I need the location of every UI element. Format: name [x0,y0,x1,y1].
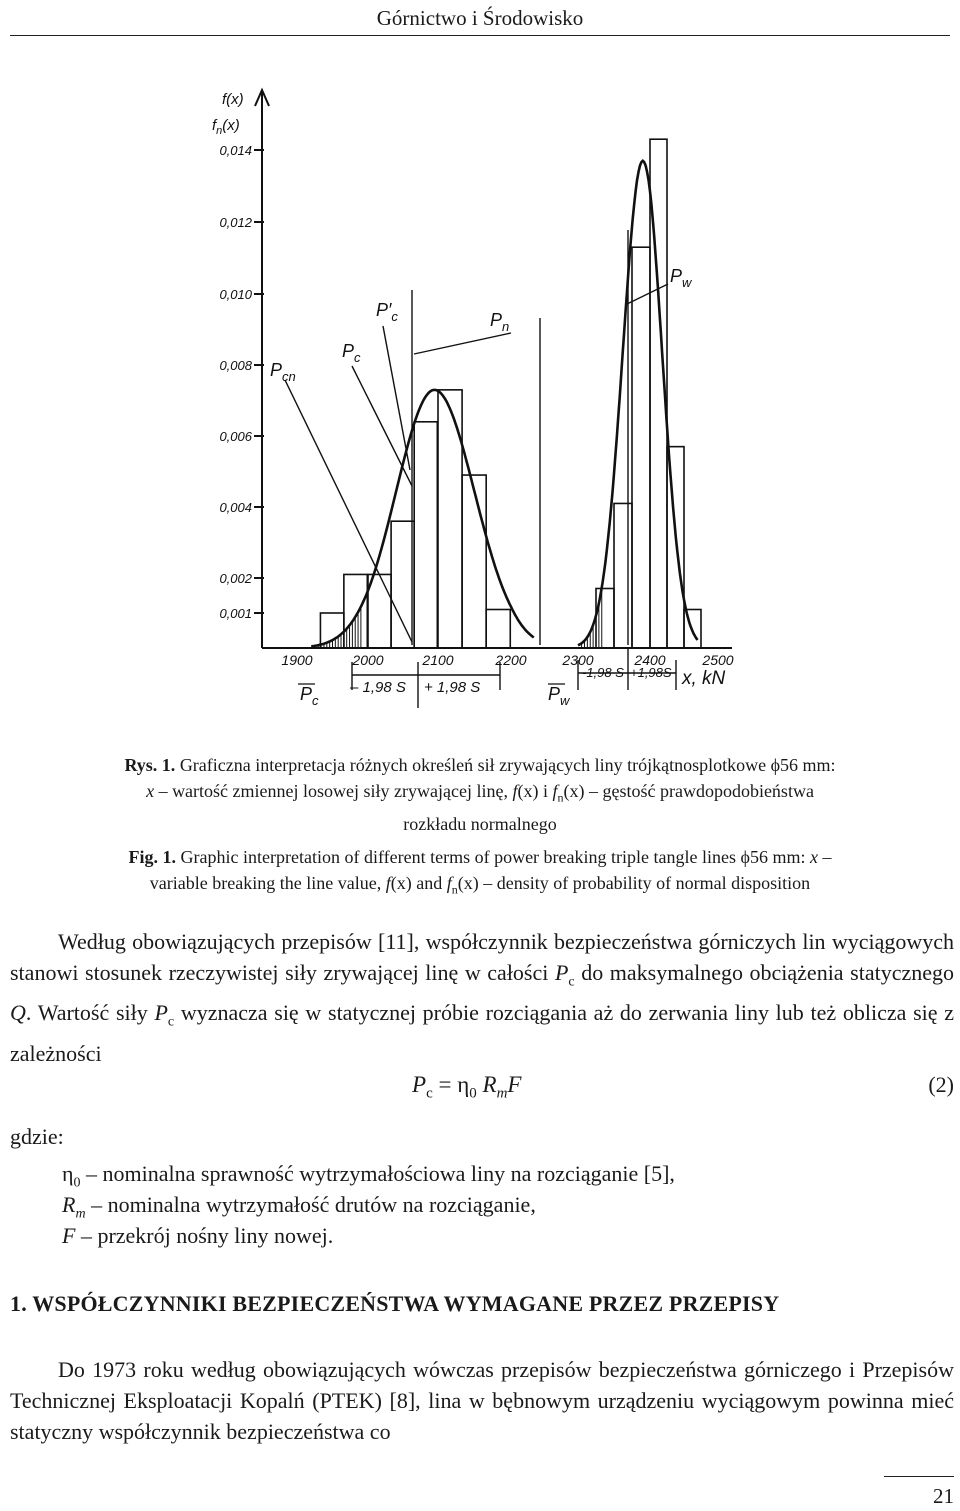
label-pc: $P_c$ [342,341,361,365]
leader-pw [627,284,668,304]
definition-rm: $R_m$ – nominalna wytrzymałość drutów na rozciąganie, [62,1192,536,1222]
caption-english-label: Fig. 1. [128,847,177,867]
figure-histogram [200,80,760,720]
axis-marker-pw: $P_w$ [548,684,570,708]
histogram-bar [614,503,632,648]
leader-pc-prime [383,326,410,470]
axis-marker-pc: $P_c$ [300,684,319,708]
x-tick-label: 2100 [422,652,454,668]
histogram-bar [391,521,414,648]
running-head: Górnictwo i Środowisko [376,6,584,30]
y-tick-label: 0,002 [219,571,252,586]
label-pn: $P_n$ [490,310,510,334]
label-pw: $P_w$ [670,266,692,290]
histogram-bar [414,422,437,648]
definitions-lead: gdzie: [10,1124,64,1149]
formula-2: $P_c = \eta_0$ $R_mF$ [412,1072,522,1102]
x-tick-label: 2500 [702,652,734,668]
paragraph-safety-factor: Według obowiązujących przepisów [11], współczynnik bezpieczeństwa górniczych lin wyciągowych stanowi stosunek rzeczywistej siły zrywającej linę w całości $P_c$ do maksymalnego obciążenia statycznego Q. Wartość siły $P_c$ wyznacza się w statycznej próbie rozciągania aż do zerwania liny lub też oblicza się z zależności [10,929,955,1066]
histogram-bar [632,247,650,648]
caption-polish-label: Rys. 1. [124,755,176,775]
density-curve-pw [578,161,698,646]
definition-eta: $\eta_0$ – nominalna sprawność wytrzymałościowa liny na rozciąganie [5], [62,1161,675,1191]
caption-polish-line3: rozkładu normalnego [403,813,557,834]
header-rule [10,35,950,36]
page-number: 21 [933,1484,954,1508]
leader-pc [352,366,412,486]
y-tick-label: 0,008 [219,358,252,373]
x-tick-label: 2000 [352,652,384,668]
y-tick-label: 0,014 [219,143,252,158]
histogram-bar [368,574,391,648]
y-axis-label-fx: f(x) [222,91,244,108]
caption-english-line2: variable breaking the line value, f(x) and $f_n(x)$ – density of probability of normal disposition [149,873,811,897]
caption-polish-line2: x – wartość zmiennej losowej siły zrywającej linę, f(x) i $f_n(x)$ – gęstość prawdopodobieństwa [146,781,814,805]
histogram-bar [462,475,486,648]
histogram-bar [486,610,510,649]
y-tick-label: 0,001 [219,606,252,621]
section-heading: 1. WSPÓŁCZYNNIKI BEZPIECZEŃSTWA WYMAGANE PRZEZ PRZEPISY [10,1291,780,1316]
x-tick-label: 1900 [281,652,313,668]
formula-number: (2) [928,1072,954,1097]
y-tick-label: 0,010 [219,287,252,302]
page-number-rule [884,1476,954,1477]
label-pcn: $P_{cn}$ [270,360,296,384]
x-tick-label: 2200 [495,652,527,668]
caption-english [10,844,950,903]
x-axis-unit-label: x, kN [682,668,726,689]
y-tick-label: 0,006 [219,429,252,444]
y-tick-label: 0,004 [219,500,252,515]
y-tick-label: 0,012 [219,215,252,230]
interval-label-plus-left: + 1,98 S [424,679,481,696]
interval-label-minus-right: -1,98 S [582,665,624,680]
interval-label-plus-right: +1,98S [630,665,672,680]
y-axis-label-fnx: $f_n(x)$ [212,117,240,137]
caption-english-line1: Fig. 1. Graphic interpretation of different terms of power breaking triple tangle lines ϕ56 mm: x – [128,847,832,867]
paragraph-regulations: Do 1973 roku według obowiązujących wówczas przepisów bezpieczeństwa górniczego i Przepisów Technicznej Eksploatacji Kopalń (PTEK) [8], lina w bębnowym urządzeniu wyciągowym powinna mieć statyczny współczynnik bezpieczeństwa co [10,1357,954,1444]
label-pc-prime: $P'_c$ [376,300,398,324]
leader-pcn [285,380,412,642]
x-tick-label: 2400 [634,652,666,668]
x-tick-label: 2300 [562,652,594,668]
definition-f: F – przekrój nośny liny nowej. [62,1223,334,1248]
caption-polish-line1: Rys. 1. Graficzna interpretacja różnych określeń sił zrywających liny trójkątnosplotkowe ϕ56 mm: [124,755,836,775]
caption-polish [10,752,950,837]
interval-label-minus-left: – 1,98 S [350,679,406,696]
leader-pn [414,333,511,354]
